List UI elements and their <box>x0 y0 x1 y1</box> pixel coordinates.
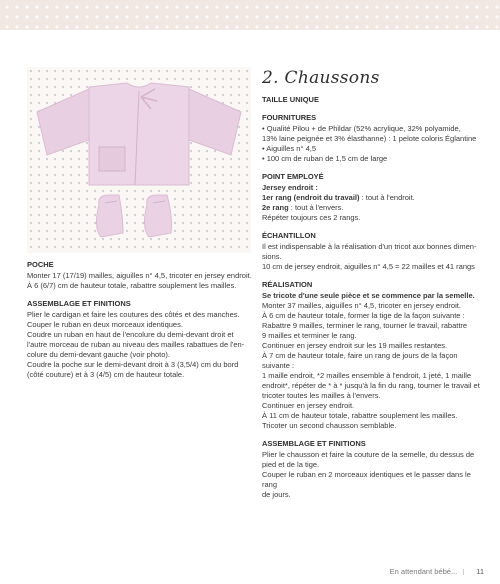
assemblage-line: Plier le chausson et faire la couture de la semelle, du dessus de <box>262 450 475 459</box>
left-column <box>27 260 253 380</box>
poche-line: Monter 17 (17/19) mailles, aiguilles n° 4,5, tricoter en jersey endroit. <box>27 271 252 280</box>
row2-text: : tout à l'envers. <box>288 203 344 212</box>
assemblage-line: Couper le ruban en 2 morceaux identiques et le passer dans le rang <box>262 470 471 489</box>
realisation-line: Monter 37 mailles, aiguilles n° 4,5, tricoter en jersey endroit. <box>262 301 461 310</box>
assemblage-left-line: colure du demi-devant gauche (voir photo). <box>27 350 170 359</box>
product-photo <box>27 67 251 253</box>
assemblage-heading-left: ASSEMBLAGE ET FINITIONS <box>27 299 131 308</box>
point-subheading: Jersey endroit : <box>262 183 318 192</box>
assemblage-line: de jours. <box>262 490 291 499</box>
page-number: 11 <box>476 567 484 576</box>
realisation-line: À 7 cm de hauteur totale, faire un rang de jours de la façon suivante : <box>262 351 458 370</box>
fournitures-heading: FOURNITURES <box>262 113 317 122</box>
fournitures-line: • Aiguilles n° 4,5 <box>262 144 316 153</box>
size-heading: TAILLE UNIQUE <box>262 95 319 104</box>
realisation-subheading: Se tricote d'une seule pièce et se commence par la semelle. <box>262 291 475 300</box>
assemblage-heading-right: ASSEMBLAGE ET FINITIONS <box>262 439 366 448</box>
cardigan-left-sleeve <box>37 89 97 155</box>
assemblage-line: pied et de la tige. <box>262 460 320 469</box>
bootie-left <box>96 195 123 237</box>
decorative-dot-band <box>0 0 500 30</box>
cardigan-right-sleeve <box>181 89 241 155</box>
point-repeat: Répéter toujours ces 2 rangs. <box>262 213 361 222</box>
row1-text: : tout à l'endroit. <box>359 193 415 202</box>
echantillon-heading: ÉCHANTILLON <box>262 231 316 240</box>
realisation-heading: RÉALISATION <box>262 280 313 289</box>
row2-label: 2e rang <box>262 203 289 212</box>
realisation-line: Continuer en jersey endroit sur les 19 mailles restantes. <box>262 341 448 350</box>
realisation-line: tricoter toutes les mailles à l'envers. <box>262 391 381 400</box>
bootie-right <box>144 195 171 237</box>
right-column <box>262 67 480 500</box>
realisation-line: Tricoter un second chausson semblable. <box>262 421 397 430</box>
page-footer <box>390 567 484 576</box>
assemblage-left-line: l'autre morceau de ruban au niveau des mailles rabattues de l'en- <box>27 340 245 349</box>
assemblage-left-line: Coudre la poche sur le demi-devant droit à 3 (3,5/4) cm du bord <box>27 360 239 369</box>
realisation-line: Continuer en jersey endroit. <box>262 401 355 410</box>
echantillon-line: 10 cm de jersey endroit, aiguilles n° 4,5 = 22 mailles et 41 rangs <box>262 262 475 271</box>
page-title: 2. Chaussons <box>262 68 380 88</box>
poche-heading: POCHE <box>27 260 54 269</box>
cardigan-and-booties-illustration <box>27 67 251 253</box>
realisation-line: 9 mailles et terminer le rang. <box>262 331 357 340</box>
row1-label: 1er rang (endroit du travail) <box>262 193 360 202</box>
realisation-line: Rabattre 9 mailles, terminer le rang, tourner le travail, rabattre <box>262 321 468 330</box>
echantillon-line: sions. <box>262 252 282 261</box>
realisation-line: À 11 cm de hauteur totale, rabattre souplement les mailles. <box>262 411 458 420</box>
realisation-line: 1 maille endroit, *2 mailles ensemble à l'endroit, 1 jeté, 1 maille <box>262 371 472 380</box>
assemblage-left-line: Couper le ruban en deux morceaux identiques. <box>27 320 183 329</box>
point-heading: POINT EMPLOYÉ <box>262 172 324 181</box>
footer-separator <box>463 569 470 575</box>
poche-line: À 6 (6/7) cm de hauteur totale, rabattre souplement les mailles. <box>27 281 237 290</box>
fournitures-line: • Qualité Pilou + de Phildar (52% acrylique, 32% polyamide, <box>262 124 461 133</box>
fournitures-line: • 100 cm de ruban de 1,5 cm de large <box>262 154 388 163</box>
realisation-line: endroit*, répéter de * à * jusqu'à la fin du rang, tourner le travail et <box>262 381 480 390</box>
assemblage-left-line: Plier le cardigan et faire les coutures des côtés et des manches. <box>27 310 240 319</box>
echantillon-line: Il est indispensable à la réalisation d'un tricot aux bonnes dimen- <box>262 242 477 251</box>
book-title: En attendant bébé... <box>389 567 458 576</box>
assemblage-left-line: (côté couture) et à 3 (4/5) cm de hauteur totale. <box>27 370 185 379</box>
fournitures-line: 13% laine peignée et 3% élasthanne) : 1 pelote coloris Églantine <box>262 134 477 143</box>
realisation-line: À 6 cm de hauteur totale, former la tige de la façon suivante : <box>262 311 465 320</box>
cardigan-pocket <box>99 147 125 171</box>
assemblage-left-line: Coudre un ruban en haut de l'encolure du demi-devant droit et <box>27 330 234 339</box>
